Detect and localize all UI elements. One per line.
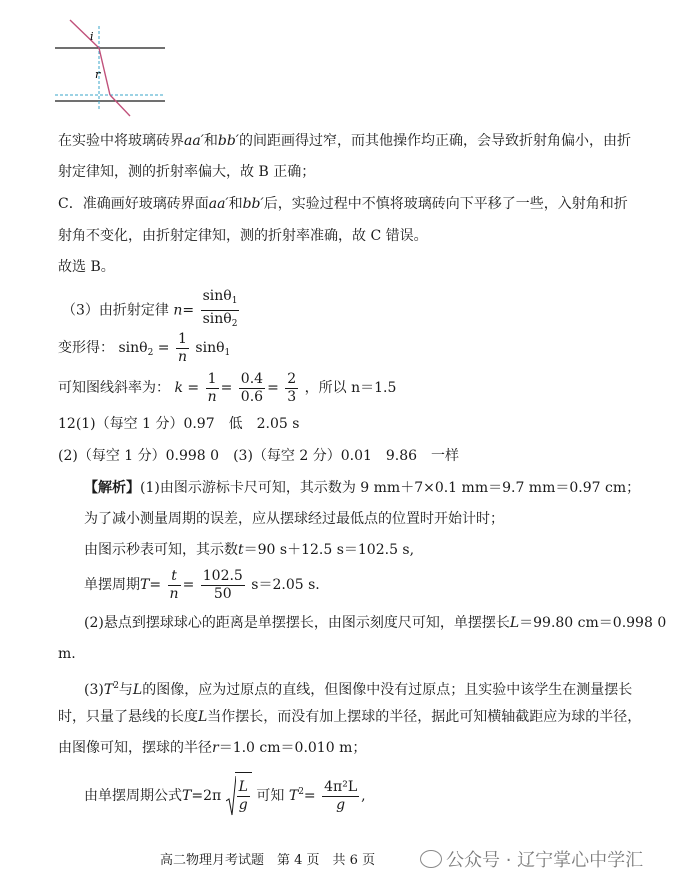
watermark: 公众号 · 辽宁掌心中学汇 [420,846,643,872]
analysis-line4: (2)悬点到摆球球心的距离是单摆摆长，由图示刻度尺可知，单摆摆长L＝99.80 cm＝0.998 0 [84,615,667,631]
wechat-icon [420,850,442,868]
choose-b: 故选 B。 [58,259,115,275]
snell-fraction: $\frac{\sin\theta_1}{\sin\theta_2}$ [202,288,238,329]
answer-12-2: (2)（每空 1 分）0.998 0 (3)（每空 2 分）0.01 9.86 一样 [58,448,460,464]
transform-eq: 变形得： sinθ$_2$ = $\frac{1}{n}$ sinθ$_1$ [58,330,231,365]
period-formula: 由单摆周期公式T=2π $\frac{L}{g}$ 可知 $T^2=$ $\frac{\text{4π²L}}{g}$ , [84,768,366,821]
para-b-line1: 在实验中将玻璃砖界aa′和bb′的间距画得过窄，而其他操作均正确，会导致折射角偏小，由折 [58,133,631,149]
snell-law: （3）由折射定律 n= $\frac{\sin\theta_1}{\sin\theta_2}$ [62,288,241,333]
refraction-diagram [55,18,170,118]
analysis-line5-3: 由图像可知，摆球的半径r＝1.0 cm＝0.010 m； [58,740,367,756]
incident-ray [70,20,99,48]
para-b-line2: 射定律知，测的折射率偏大，故 B 正确； [58,164,316,180]
para-c-line2: 射角不变化，由折射定律知，测的折射率准确，故 C 错误。 [58,228,428,244]
exit-ray [110,95,130,116]
angle-i-label: i [90,30,94,43]
page-footer: 高二物理月考试题 第 4 页 共 6 页 [160,853,376,868]
analysis-line5: $(3)T^2$与L的图像，应为过原点的直线，但图像中没有过原点；且实验中该学生在测量摆长 [84,681,633,698]
analysis-line1: 【解析】(1)由图示游标卡尺可知，其示数为 9 mm＋7×0.1 mm＝9.7 mm＝0.97 cm； [84,480,641,496]
analysis-line5-2: 时，只量了悬线的长度L当作摆长，而没有加上摆球的半径，据此可知横轴截距应为球的半径， [58,709,642,725]
analysis-line2: 为了减小测量周期的误差，应从摆球经过最低点的位置时开始计时； [84,511,504,527]
sqrt: $\frac{L}{g}$ [226,772,252,821]
refracted-ray [99,48,110,95]
angle-r-label: r [95,68,101,81]
analysis-line3: 由图示秒表可知，其示数t＝90 s＋12.5 s＝102.5 s, [84,542,415,558]
para-c-line1: C．准确画好玻璃砖界面aa′和bb′后，实验过程中不慎将玻璃砖向下平移了一些，入射角和折 [58,196,628,212]
period-eq: 单摆周期T= $\frac{t}{n}$ = $\frac{102.5}{50}$ s＝2.05 s. [84,567,320,602]
analysis-line4-2: m. [58,646,76,662]
slope-eq: 可知图线斜率为： k = $\frac{1}{n}$ = $\frac{0.4}{0.6}$ = $\frac{2}{3}$ ，所以 n＝1.5 [58,370,397,405]
answer-12-1: 12(1)（每空 1 分）0.97 低 2.05 s [58,416,300,432]
